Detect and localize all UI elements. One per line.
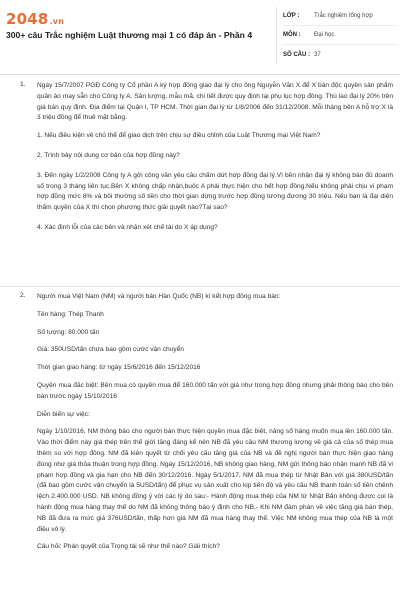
meta-key: LỚP : <box>283 13 300 19</box>
meta-value[interactable]: Trắc nghiệm tổng hợp <box>314 13 373 19</box>
question-paragraph: 4. Xác định lỗi của các bên và nhận xét chế tài do X áp dụng? <box>37 223 218 231</box>
site-logo[interactable] <box>6 10 64 28</box>
logo-tld: .vn <box>49 17 65 26</box>
question-paragraph: Ngày 15/7/2007 PGĐ Công ty Cổ phần A ký hợp đồng giao đại lý cho ông Nguyễn Văn X để X bán độc quyền sản phẩm quần áo may sẵn cho Công ty A. Sản lượng, mẫu mã, chi tiết được quy định tại phụ lục hợp đồng. Thù lao đại lý 20% trên giá bán quy định. Địa điểm tại Quận I, TP HCM. Thời gian đại lý từ 1/8/2006 đến 31/12/2008. Mỗi tháng bên A hỗ trợ X là 3 triệu đồng để thuê mặt bằng. <box>37 82 393 122</box>
question-paragraph: Diễn biến sự việc: <box>37 410 90 418</box>
question-divider <box>0 286 400 287</box>
question-paragraph: 1. Nếu điều kiện về chủ thể để giao dịch trên chịu sự điều chỉnh của Luật Thương mại Việt Nam? <box>37 132 321 140</box>
question-paragraph: Số lượng: 80.000 tấn <box>37 328 100 336</box>
question-number: 1. <box>20 81 26 88</box>
meta-value[interactable]: Đại học <box>314 32 335 38</box>
question-paragraph: Giá: 350USD/tấn chưa bao gồm cước vận chuyển <box>37 346 184 354</box>
meta-row-subject <box>283 26 396 45</box>
meta-value: 37 <box>314 51 321 58</box>
logo-main: 2048 <box>6 10 49 28</box>
meta-key: MÔN : <box>283 32 301 38</box>
question-paragraph: 3. Đến ngày 1/2/2008 Công ty A gởi công văn yêu cầu chấm dứt hợp đồng đại lý.Vì bên nhận đại lý không bán đủ doanh số trong 3 tháng liên tục.Bên X không chấp nhận,buộc A phải thực hiện cho hết hợp đồng.Nếu không phải chịu vi phạm hợp đồng mức 8% và bồi thường số tiền cho thời gian dừng trước hợp đồng tương đương 30 triệu. Nếu bạn là đại diện thẩm quyền của X thì chọn phương thức giải quyết nào?Tại sao? <box>37 171 393 212</box>
meta-row-class <box>283 7 396 26</box>
meta-info-panel <box>276 7 396 64</box>
question-paragraph: 2. Trình bày nội dung cơ bản của hợp đồng này? <box>37 151 180 159</box>
header-divider <box>0 74 400 75</box>
question-paragraph: Ngày 1/10/2016, NM thông báo cho người bán thực hiện quyền mua đặc biệt, nâng số hàng muốn mua lên 160.000 tấn. Vào thời điểm này giá thép trên thế giới tăng đáng kể nên NB đã yêu cầu NM thương lượng về giá cả của số thép mua thêm so với hợp đồng. NM đã kiên quyết từ chối yêu cầu tăng giá của NB và đề nghị người bán thực hiện giao hàng đúng như giá thỏa thuận trong hợp đồng. Ngày 15/12/2016, NB không giao hàng, NM gửi thông báo nhận mạnh NB đã vi phạm hợp đồng và gia hạn cho NB đến 30/12/2016. Ngày 5/1/2017, NM đã mua thép từ Nhật Bản với giá 380USD/tấn (đã bao gồm cước vận chuyển là 5USD/tấn) để phục vụ sản xuất cho kịp tiến độ và yêu cầu NB thanh toán số tiền chênh lệch 2.400.000 USD. NB không đồng ý với các lý do sau:- Hành động mua thép của NM từ Nhật Bản không được coi là hành động mua hàng thay thế do NM đã không thông báo ý định cho NB.- Khi NM đàm phán về việc tăng giá bán thép, NB đã đưa ra mức giá 376USD/tấn, thấp hơn giá NM đã mua hàng thay thế. Việc NM không mua thép của NB là một điều vô lý. <box>37 428 393 533</box>
question-paragraph: Thời gian giao hàng: từ ngày 15/6/2016 đến 15/12/2016 <box>37 364 201 372</box>
question-paragraph: Câu hỏi: Phán quyết của Trọng tài sẽ như thế nào? Giải thích? <box>37 543 220 551</box>
question-paragraph: Người mua Việt Nam (NM) và người bán Hàn Quốc (NB) kí kết hợp đồng mua bán: <box>37 293 281 300</box>
question-body <box>37 292 393 560</box>
question-paragraph: Tên hàng: Thép Thanh <box>37 310 104 318</box>
question-number: 2. <box>20 292 26 299</box>
page-header <box>0 0 400 72</box>
question-body <box>37 81 393 241</box>
meta-row-count <box>283 45 396 64</box>
page-title: 300+ câu Trắc nghiệm Luật thương mại 1 có đáp án - Phần 4 <box>6 30 253 40</box>
question-paragraph: Quyền mua đặc biệt: Bên mua có quyền mua để 160.000 tấn với giá như trong hợp đồng nhưng phải thông báo cho bên bán trước ngày 15/10/2016 <box>37 381 393 400</box>
meta-key: SỐ CÂU : <box>283 51 310 58</box>
